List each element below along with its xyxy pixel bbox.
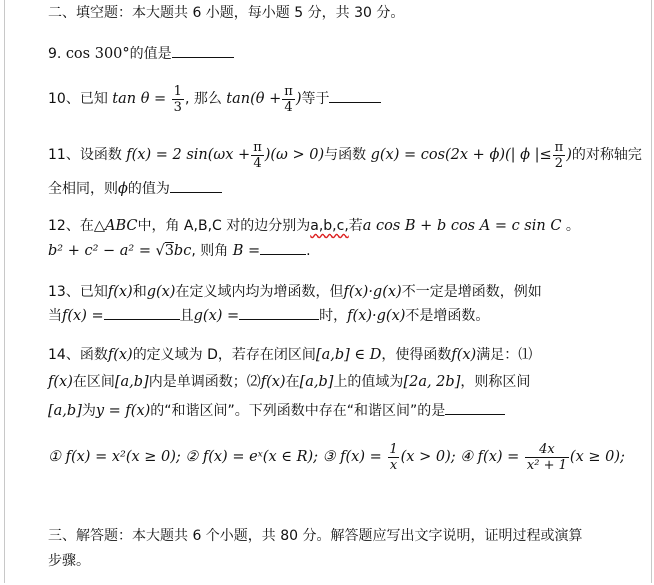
fraction: $\frac{\pi}{4}$	[253, 139, 262, 171]
question-12-line2: b² + c² − a² = √3bc, 则角 B = .	[48, 240, 311, 261]
fraction: $\frac{1}{3}$	[173, 83, 182, 115]
answer-blank[interactable]	[260, 240, 306, 255]
question-14-line2: f(x)在区间[a,b]内是单调函数；⑵f(x)在[a,b]上的值域为[2a, 2b]，则称区间	[48, 374, 531, 390]
fraction: $\frac{\pi}{2}$	[554, 139, 564, 171]
question-14: 14、函数f(x)的定义域为 D，若存在闭区间[a,b] ∈ D，使得函数f(x)满足：⑴	[48, 347, 533, 363]
option-1: ① f(x) = x²(x ≥ 0);	[48, 449, 181, 465]
section3-header: 三、解答题：本大题共 6 个小题，共 80 分。解答题应写出文字说明，证明过程或演算	[48, 528, 583, 544]
section3-header-line2: 步骤。	[48, 553, 90, 569]
option-4: ④ f(x) = $\frac{4x}{\text{x² + 1}}$ (x ≥ 0);	[460, 441, 625, 473]
question-14-line3: [a,b]为y = f(x)的“和谐区间”。下列函数中存在“和谐区间”的是	[48, 400, 505, 421]
question-11-line2: 全相同，则ϕ的值为	[48, 178, 222, 199]
answer-blank[interactable]	[445, 400, 505, 415]
question-11: 11、设函数 f(x) = 2 sin(ωx + $\frac{\pi}{4}$ )(ω > 0)与函数 g(x) = cos(2x + ϕ)(| ϕ |≤ $\frac{\pi}{2}$ )的对称轴完	[48, 139, 642, 171]
question-13: 13、已知f(x)和g(x)在定义域内均为增函数，但f(x)·g(x)不一定是增函数，例如	[48, 284, 542, 300]
question-10: 10、已知 tan θ = $\frac{1}{3}$ , 那么 tan(θ + $\frac{\pi}{4}$ )等于	[48, 82, 381, 116]
answer-blank[interactable]	[170, 178, 222, 193]
fraction: $\frac{\pi}{4}$	[284, 83, 293, 115]
answer-blank[interactable]	[239, 305, 319, 320]
answer-blank[interactable]	[104, 305, 180, 320]
answer-blank[interactable]	[329, 88, 381, 103]
answer-blank[interactable]	[172, 43, 234, 58]
option-2: ② f(x) = eˣ(x ∈ R);	[185, 449, 319, 465]
question-12: 12、在△ABC中，角 A,B,C 对的边分别为a,b,c,若a cos B + b cos A = c sin C 。	[48, 218, 580, 234]
option-3: ③ f(x) = $\frac{1}{x}$ (x > 0);	[322, 441, 456, 473]
question-14-options	[48, 440, 625, 474]
question-13-line2: 当f(x) = 且g(x) = 时，f(x)·g(x)不是增函数。	[48, 305, 489, 326]
question-9: 9. cos 300°的值是	[48, 43, 234, 64]
section2-header: 二、填空题：本大题共 6 小题，每小题 5 分，共 30 分。	[48, 5, 405, 21]
